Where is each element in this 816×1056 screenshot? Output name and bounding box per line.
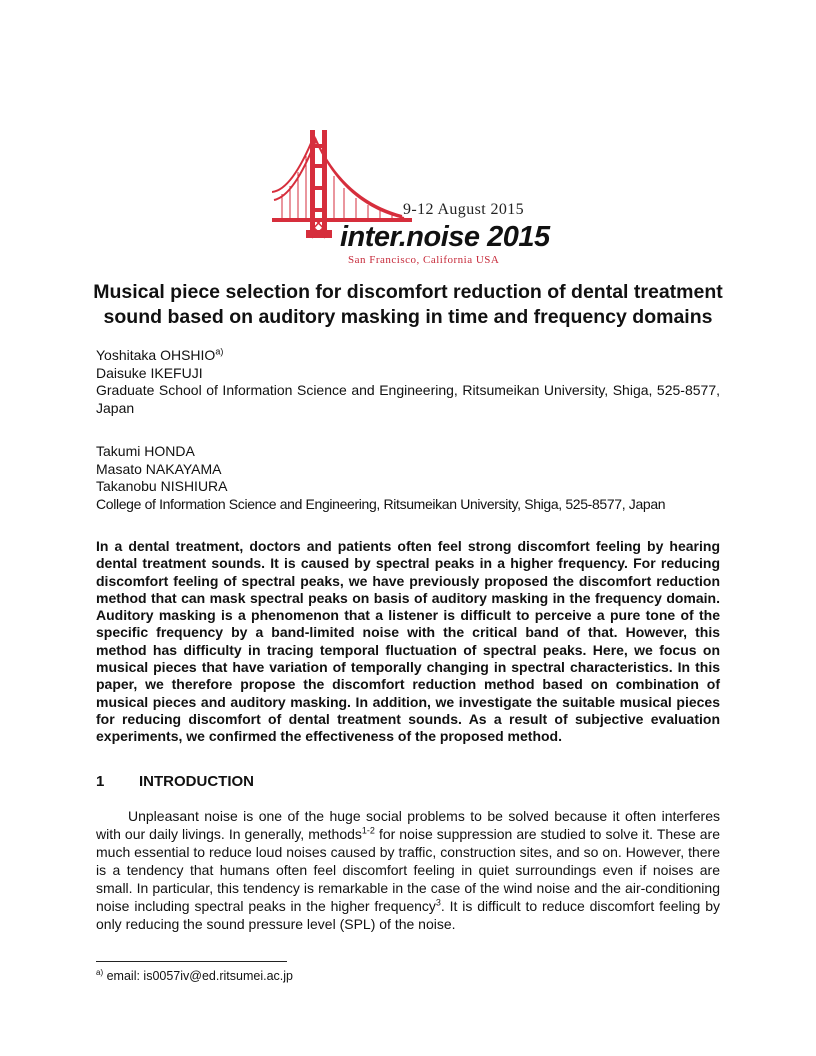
title-line-2: sound based on auditory masking in time and frequency domains — [103, 306, 713, 328]
citation: 1-2 — [361, 825, 375, 836]
footnote — [96, 969, 293, 983]
conference-logo — [272, 130, 562, 270]
author-group-2 — [96, 443, 720, 513]
section-number: 1 — [96, 773, 105, 790]
intro-text: Unpleasant noise is one of the huge social problems to be solved because it often interferes with our daily livings. In generally, methods — [96, 808, 720, 842]
logo-date: 9-12 August 2015 — [403, 201, 525, 218]
author-footnote-mark: a) — [215, 346, 224, 357]
author-name: Masato NAKAYAMA — [96, 460, 222, 477]
footnote-mark: a) — [96, 967, 104, 977]
section-heading — [96, 773, 254, 790]
intro-paragraph — [96, 807, 720, 933]
author-name: Daisuke IKEFUJI — [96, 364, 203, 381]
abstract: In a dental treatment, doctors and patients often feel strong discomfort feeling by hearing dental treatment sounds. It is caused by spectral peaks in a higher frequency. For reducing discomfort feeling of spectral peaks, we have previously proposed the discomfort reduction method that can mask spectral peaks on basis of auditory masking in the frequency domain. Auditory masking is a phenomenon that a listener is difficult to perceive a pure tone of the specific frequency by a band-limited noise with the critical band of that. However, this method has difficulty in tracing temporal fluctuation of spectral peaks. Here, we focus on musical pieces that have variation of temporally changing in spectral characteristics. In this paper, we therefore propose the discomfort reduction method based on combination of musical pieces and auditory masking. In addition, we investigate the suitable musical pieces for reducing discomfort of dental treatment sounds. As a result of subjective evaluation experiments, we confirmed the effectiveness of the proposed method. — [96, 538, 720, 745]
intro-text: . It is difficult to reduce discomfort feeling by only reducing the sound pressure level (SPL) of the noise. — [96, 898, 720, 932]
title-line-1: Musical piece selection for discomfort reduction of dental treatment — [93, 281, 723, 303]
section-title: INTRODUCTION — [139, 773, 254, 790]
footnote-rule — [96, 961, 287, 962]
author-name: Takumi HONDA — [96, 443, 195, 459]
logo-location: San Francisco, California USA — [348, 254, 500, 266]
affiliation: Graduate School of Information Science and Engineering, Ritsumeikan University, Shiga, 525-8577, Japan — [96, 382, 720, 416]
intro-text: for noise suppression are studied to solve it. These are much essential to reduce loud noises caused by traffic, construction sites, and so on. However, there is a tendency that humans often feel discomfort feeling in quiet surroundings even if noises are small. In particular, this tendency is remarkable in the case of the wind noise and the air-conditioning noise including spectral peaks in the higher frequency — [96, 826, 720, 914]
author-name: Takanobu NISHIURA — [96, 478, 228, 494]
citation: 3 — [435, 897, 441, 908]
affiliation: College of Information Science and Engineering, Ritsumeikan University, Shiga, 525-8577, Japan — [96, 495, 666, 512]
author-group-1 — [96, 347, 720, 417]
author-name: Yoshitaka OHSHIO — [96, 347, 216, 363]
footnote-email: email: is0057iv@ed.ritsumei.ac.jp — [106, 969, 293, 983]
author-line — [96, 347, 720, 365]
paper-title — [80, 280, 736, 330]
logo-name: inter.noise 2015 — [340, 221, 550, 253]
